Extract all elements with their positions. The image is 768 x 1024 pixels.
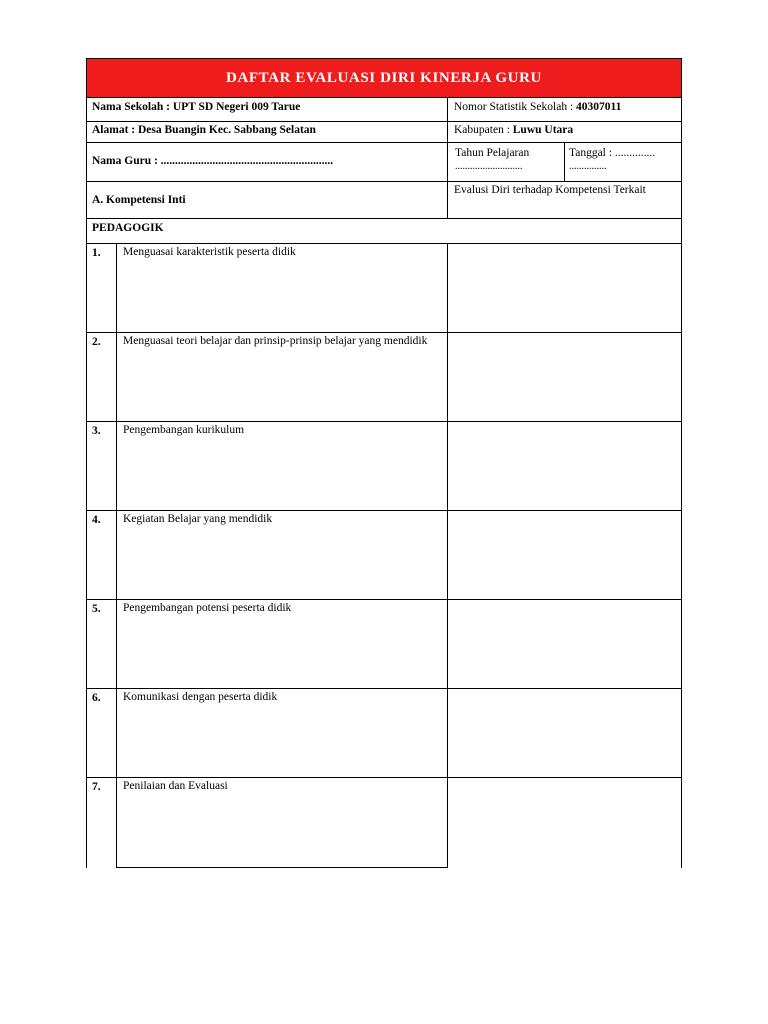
category-pedagogik: PEDAGOGIK <box>92 222 164 234</box>
divider <box>116 867 448 868</box>
item-number: 1. <box>92 247 101 259</box>
date-dots: ............... <box>569 161 607 172</box>
evaluation-field[interactable] <box>448 333 681 420</box>
item-number: 4. <box>92 514 101 526</box>
frame-left <box>86 98 87 868</box>
form-title: DAFTAR EVALUASI DIRI KINERJA GURU <box>86 58 682 98</box>
school-year-dots: ........................... <box>455 161 523 172</box>
school-address: Alamat : Desa Buangin Kec. Sabbang Selatan <box>92 124 316 136</box>
divider <box>564 142 565 182</box>
evaluation-field[interactable] <box>448 511 681 598</box>
divider <box>86 181 682 182</box>
school-stat-label: Nomor Statistik Sekolah : <box>454 101 577 113</box>
school-name: Nama Sekolah : UPT SD Negeri 009 Tarue <box>92 101 301 113</box>
school-stat-value: 40307011 <box>576 101 622 113</box>
teacher-name: Nama Guru : ............................................................ <box>92 155 334 167</box>
section-label: A. Kompetensi Inti <box>92 194 186 206</box>
item-text: Menguasai teori belajar dan prinsip-prinsip belajar yang mendidik <box>123 335 428 347</box>
evaluation-field[interactable] <box>448 778 681 865</box>
item-text: Menguasai karakteristik peserta didik <box>123 246 296 258</box>
evaluation-field[interactable] <box>448 244 681 331</box>
regency-value: Luwu Utara <box>512 124 574 136</box>
frame-right <box>681 98 682 868</box>
item-text: Pengembangan kurikulum <box>123 424 245 436</box>
evaluation-field[interactable] <box>448 600 681 687</box>
divider <box>86 121 682 122</box>
divider <box>116 243 117 868</box>
evaluation-field[interactable] <box>448 689 681 776</box>
item-text: Komunikasi dengan peserta didik <box>123 691 278 703</box>
item-number: 3. <box>92 425 101 437</box>
item-text: Kegiatan Belajar yang mendidik <box>123 513 273 525</box>
evaluation-field[interactable] <box>448 422 681 509</box>
item-number: 7. <box>92 781 101 793</box>
divider <box>86 142 682 143</box>
divider <box>447 98 448 219</box>
divider <box>86 218 682 219</box>
item-number: 2. <box>92 336 101 348</box>
item-text: Penilaian dan Evaluasi <box>123 780 228 792</box>
date-label: Tanggal : .............. <box>569 147 656 159</box>
regency <box>454 123 573 137</box>
item-text: Pengembangan potensi peserta didik <box>123 602 292 614</box>
eval-header: Evalusi Diri terhadap Kompetensi Terkait <box>454 184 646 196</box>
school-year-label: Tahun Pelajaran <box>455 147 530 159</box>
item-number: 6. <box>92 692 101 704</box>
regency-label: Kabupaten : <box>454 124 513 136</box>
item-number: 5. <box>92 603 101 615</box>
school-stat-number <box>454 100 621 114</box>
